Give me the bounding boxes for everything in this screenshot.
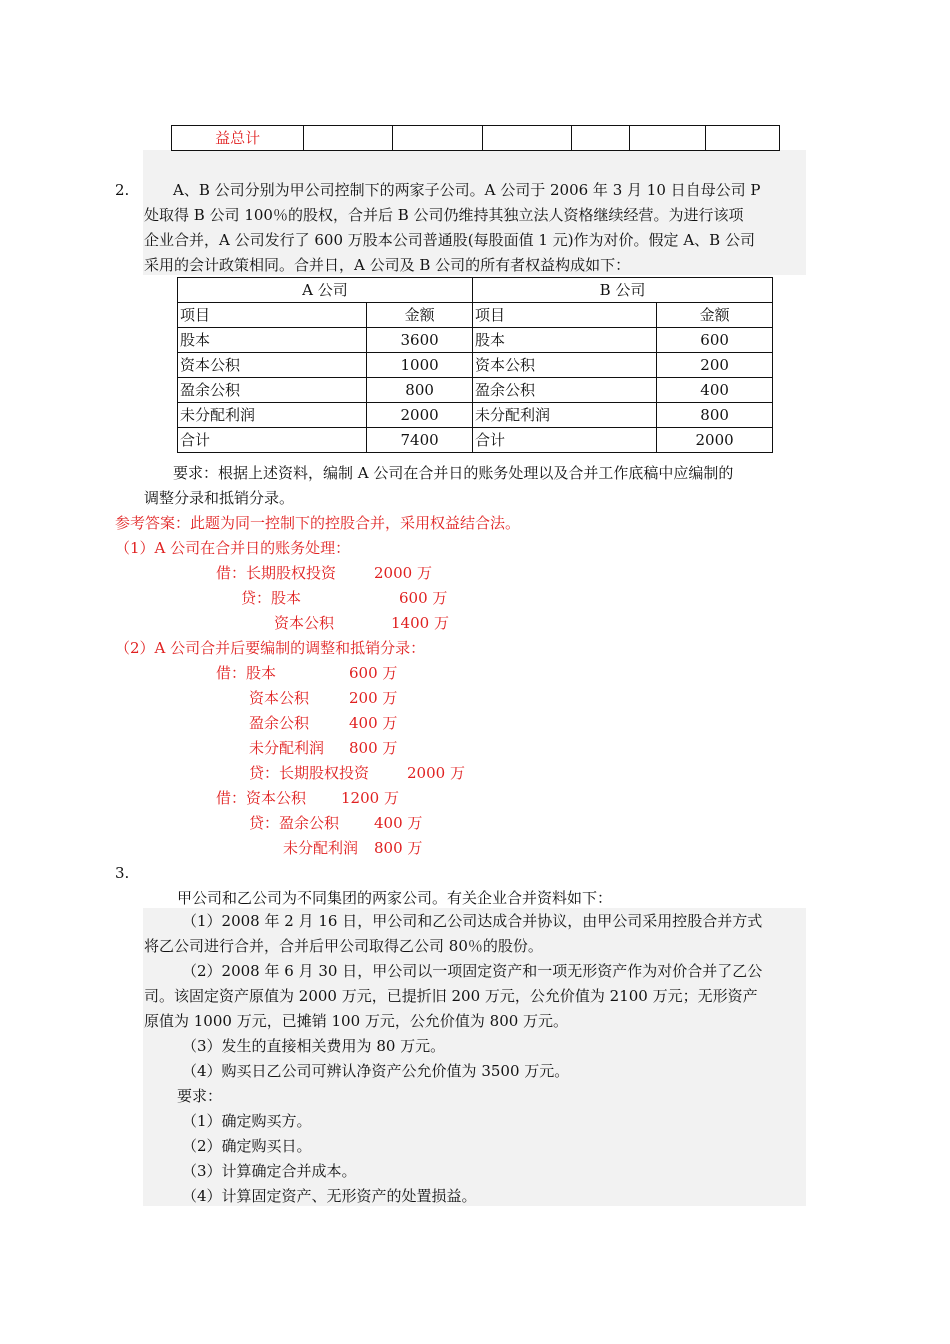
equity-table [177,277,773,453]
q3-item-line: （3）发生的直接相关费用为 80 万元。 [182,1037,446,1055]
b-item: 资本公积 [472,353,656,378]
journal-entry-amount: 1200 万 [341,789,399,807]
q3-item-line: （2）确定购买日。 [182,1137,312,1155]
q3-item-line: 司。该固定资产原值为 2000 万元，已提折旧 200 万元，公允价值为 2100 万元；无形资产 [144,987,758,1005]
journal-entry-amount: 400 万 [374,814,423,832]
q3-item-line: 原值为 1000 万元，已摊销 100 万元，公允价值为 800 万元。 [144,1012,569,1030]
b-amount: 400 [657,378,773,403]
journal-entry-amount: 800 万 [349,739,398,757]
a-amount: 2000 [367,403,473,428]
journal-entry-text: 贷：长期股权投资 [249,764,370,782]
journal-entry-amount: 800 万 [374,839,423,857]
q3-item-line: （3）计算确定合并成本。 [182,1162,357,1180]
q2-requirement-line: 调整分录和抵销分录。 [144,489,295,507]
table-row [178,328,773,353]
group-a-header: A 公司 [178,278,473,303]
col-item-header: 项目 [472,303,656,328]
a-item: 股本 [178,328,367,353]
a-item: 盈余公积 [178,378,367,403]
q2-para-line: 采用的会计政策相同。合并日，A 公司及 B 公司的所有者权益构成如下： [144,256,631,274]
b-amount: 200 [657,353,773,378]
table-row [178,428,773,453]
journal-entry-text: 盈余公积 [249,714,310,732]
a-item: 未分配利润 [178,403,367,428]
top-table-label: 益总计 [172,126,304,151]
table-header-row [178,278,773,303]
journal-entry-amount: 400 万 [349,714,398,732]
journal-entry-text: 借：资本公积 [216,789,307,807]
q3-item-line: （4）购买日乙公司可辨认净资产公允价值为 3500 万元。 [182,1062,570,1080]
journal-entry-text: 未分配利润 [283,839,359,857]
q3-item-line: （4）计算固定资产、无形资产的处置损益。 [182,1187,477,1205]
q3-intro: 甲公司和乙公司为不同集团的两家公司。有关企业合并资料如下： [177,889,613,907]
q3-item-line: 将乙公司进行合并，合并后甲公司取得乙公司 80％的股份。 [144,937,543,955]
answer-part2-title: （2）A 公司合并后要编制的调整和抵销分录： [115,639,426,657]
journal-entry-amount: 2000 万 [407,764,465,782]
journal-entry-text: 资本公积 [274,614,335,632]
q3-item-line: （1）2008 年 2 月 16 日，甲公司和乙公司达成合并协议，由甲公司采用控股合并方式 [182,912,763,930]
q2-requirement-line: 要求：根据上述资料，编制 A 公司在合并日的账务处理以及合并工作底稿中应编制的 [173,464,734,482]
table-header-row [178,303,773,328]
b-amount: 2000 [657,428,773,453]
journal-entry-text: 贷：盈余公积 [249,814,340,832]
col-amount-header: 金额 [657,303,773,328]
journal-entry-text: 贷：股本 [241,589,302,607]
a-amount: 7400 [367,428,473,453]
col-item-header: 项目 [178,303,367,328]
group-b-header: B 公司 [472,278,772,303]
q3-item-line: （1）确定购买方。 [182,1112,312,1130]
b-item: 盈余公积 [472,378,656,403]
b-amount: 600 [657,328,773,353]
journal-entry-amount: 600 万 [349,664,398,682]
journal-entry-amount: 1400 万 [391,614,449,632]
q2-para-line: A、B 公司分别为甲公司控制下的两家子公司。A 公司于 2006 年 3 月 10 日自母公司 P [173,181,761,199]
journal-entry-amount: 600 万 [399,589,448,607]
table-row [172,126,780,151]
table-row [178,353,773,378]
b-item: 股本 [472,328,656,353]
a-item: 合计 [178,428,367,453]
q3-requirement-label: 要求： [177,1087,223,1105]
journal-entry-amount: 2000 万 [374,564,432,582]
b-item: 未分配利润 [472,403,656,428]
journal-entry-text: 借：股本 [216,664,277,682]
b-amount: 800 [657,403,773,428]
journal-entry-text: 资本公积 [249,689,310,707]
q2-para-line: 企业合并，A 公司发行了 600 万股本公司普通股(每股面值 1 元)作为对价。假定 A、B 公司 [144,231,755,249]
answer-part1-title: （1）A 公司在合并日的账务处理： [115,539,351,557]
a-amount: 3600 [367,328,473,353]
answer-intro: 参考答案：此题为同一控制下的控股合并，采用权益结合法。 [115,514,521,532]
a-item: 资本公积 [178,353,367,378]
q3-number: 3. [115,864,130,882]
q2-number: 2. [115,181,130,199]
b-item: 合计 [472,428,656,453]
journal-entry-amount: 200 万 [349,689,398,707]
q2-para-line: 处取得 B 公司 100％的股权，合并后 B 公司仍维持其独立法人资格继续经营。为进行该项 [144,206,744,224]
table-row [178,378,773,403]
top-table [171,125,780,151]
table-row [178,403,773,428]
a-amount: 800 [367,378,473,403]
col-amount-header: 金额 [367,303,473,328]
journal-entry-text: 未分配利润 [249,739,325,757]
journal-entry-text: 借：长期股权投资 [216,564,337,582]
q3-item-line: （2）2008 年 6 月 30 日，甲公司以一项固定资产和一项无形资产作为对价合并了乙公 [182,962,763,980]
a-amount: 1000 [367,353,473,378]
